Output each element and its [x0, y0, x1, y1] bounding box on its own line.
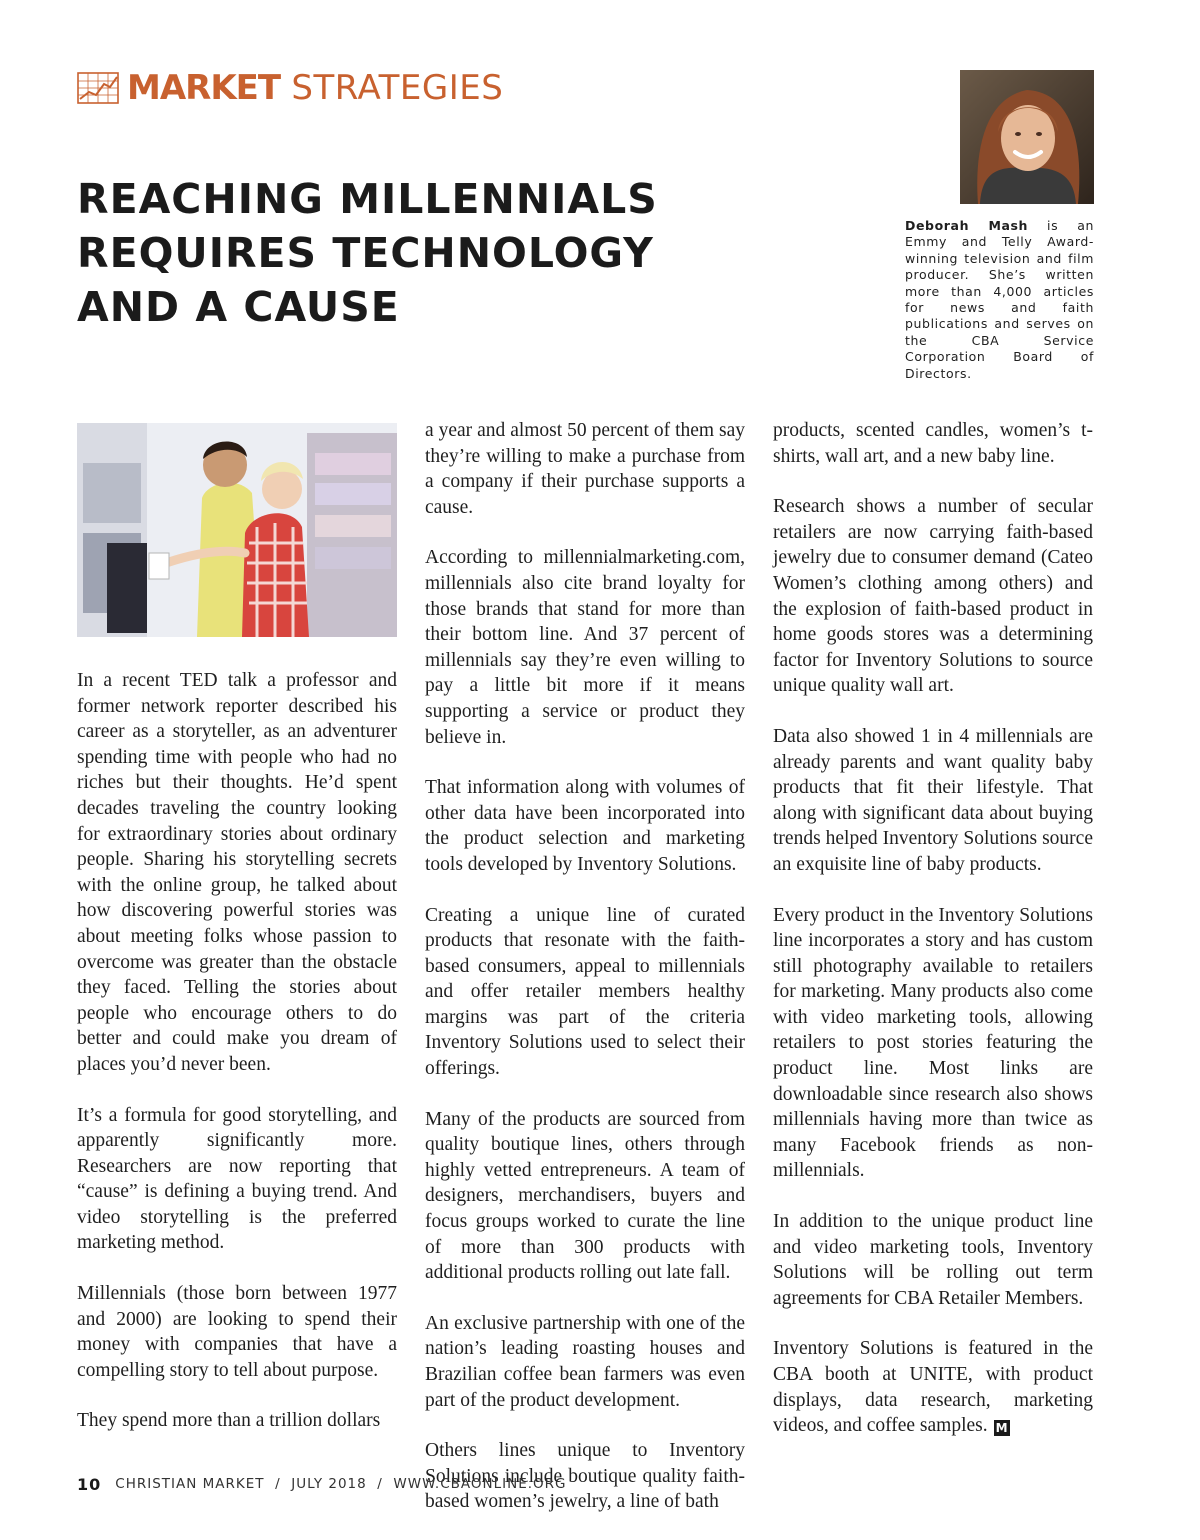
article-paragraph-final: [773, 1336, 1093, 1438]
article-column-3: [773, 418, 1093, 1464]
article-paragraph: Creating a unique line of curated products that resonate with the faith-based consumers, appeal to millennials and offer retailer members healthy margins was part of the criteria Inventory Solutions used to select their offerings.: [425, 904, 745, 1080]
article-paragraph: Many of the products are sourced from quality boutique lines, others through highly vetted entrepreneurs. A team of designers, merchandisers, buyers and focus groups worked to curate the line of more than 300 products with additional products rolling out late fall.: [425, 1108, 745, 1284]
author-name: Deborah Mash: [905, 218, 1029, 233]
article-paragraph: Others lines unique to Inventory Solutions include boutique quality faith-based women’s jewelry, a line of bath: [425, 1440, 745, 1513]
article-paragraph: That information along with volumes of other data have been incorporated into the product selection and marketing tools developed by Inventory Solutions.: [425, 777, 745, 875]
section-title-strategies: STRATEGIES: [291, 68, 504, 108]
story-photo: [77, 423, 397, 637]
end-of-story-mark: M: [994, 1420, 1010, 1436]
article-paragraph: According to millennialmarketing.com, millennials also cite brand loyalty for those brands that stand for more than their bottom line. And 37 percent of millennials say they’re even willing to pay a little bit more if it means supporting a service or product they believe in.: [425, 547, 745, 748]
page-footer: [77, 1473, 567, 1495]
article-paragraph: Every product in the Inventory Solutions line incorporates a story and has custom still photography available to retailers for marketing. Many products also come with video marketing tools, allowing retailers to post stories featuring the product line. Most links are downloadable since research also shows millennials having more than twice as many Facebook friends as non-millennials.: [773, 904, 1093, 1182]
article-paragraph: a year and almost 50 percent of them say they’re willing to make a purchase from a company if their purchase supports a cause.: [425, 420, 745, 518]
article-column-1: [77, 668, 397, 1459]
author-photo: [960, 70, 1094, 204]
footer-publication-info: CHRISTIAN MARKET / JULY 2018 / WWW.CBAONLINE.ORG: [115, 1476, 567, 1492]
article-headline: [77, 172, 797, 334]
section-title-market: MARKET: [127, 68, 281, 108]
article-column-2: [425, 418, 745, 1540]
author-bio-text: is an Emmy and Telly Award-winning television and film producer. She’s written more than 4,000 articles for news and faith publications and serves on the CBA Service Corporation Board of Directors.: [905, 218, 1094, 381]
article-paragraph: Research shows a number of secular retailers are now carrying faith-based jewelry due to consumer demand (Cateo Women’s clothing among others) and the explosion of faith-based product in home goods stores was a determining factor for Inventory Solutions to source unique quality wall art.: [773, 496, 1093, 697]
article-paragraph: Data also showed 1 in 4 millennials are already parents and want quality baby products that fit their lifestyle. That along with significant data about buying trends helped Inventory Solutions source an exquisite line of baby products.: [773, 725, 1093, 875]
article-paragraph: Millennials (those born between 1977 and 2000) are looking to spend their money with companies that have a compelling story to tell about purpose.: [77, 1283, 397, 1381]
market-chart-icon: [77, 72, 119, 104]
article-paragraph: An exclusive partnership with one of the nation’s leading roasting houses and Brazilian coffee bean farmers was even part of the product development.: [425, 1312, 745, 1411]
article-paragraph: They spend more than a trillion dollars: [77, 1410, 381, 1432]
article-paragraph: In a recent TED talk a professor and former network reporter described his career as a storyteller, as an adventurer spending time with people who had no riches but their thoughts. He’d spent decades traveling the country looking for extraordinary stories about ordinary people. Sharing his storytelling secrets with the online group, he talked about how discovering powerful stories was about meeting folks whose passion to overcome was greater than the obstacle they faced. Telling the stories about people who encourage others to do better and could make you dream of places you’d never been.: [77, 670, 397, 1075]
section-title: [127, 68, 503, 108]
article-final-text: Inventory Solutions is featured in the CBA booth at UNITE, with product displays, data research, marketing videos, and coffee samples.: [773, 1338, 1093, 1437]
author-bio: [905, 218, 1094, 382]
article-paragraph: It’s a formula for good storytelling, and apparently significantly more. Researchers are now reporting that “cause” is defining a buying trend. And video storytelling is the preferred marketing method.: [77, 1104, 397, 1254]
page-number: 10: [77, 1474, 102, 1494]
section-header: [77, 66, 503, 110]
article-paragraph: products, scented candles, women’s t-shirts, wall art, and a new baby line.: [773, 420, 1093, 467]
headline-line-2: REQUIRES TECHNOLOGY: [77, 229, 654, 277]
headline-line-1: REACHING MILLENNIALS: [77, 175, 658, 223]
headline-line-3: AND A CAUSE: [77, 283, 400, 331]
article-paragraph: In addition to the unique product line and video marketing tools, Inventory Solutions will be rolling out term agreements for CBA Retailer Members.: [773, 1211, 1093, 1309]
